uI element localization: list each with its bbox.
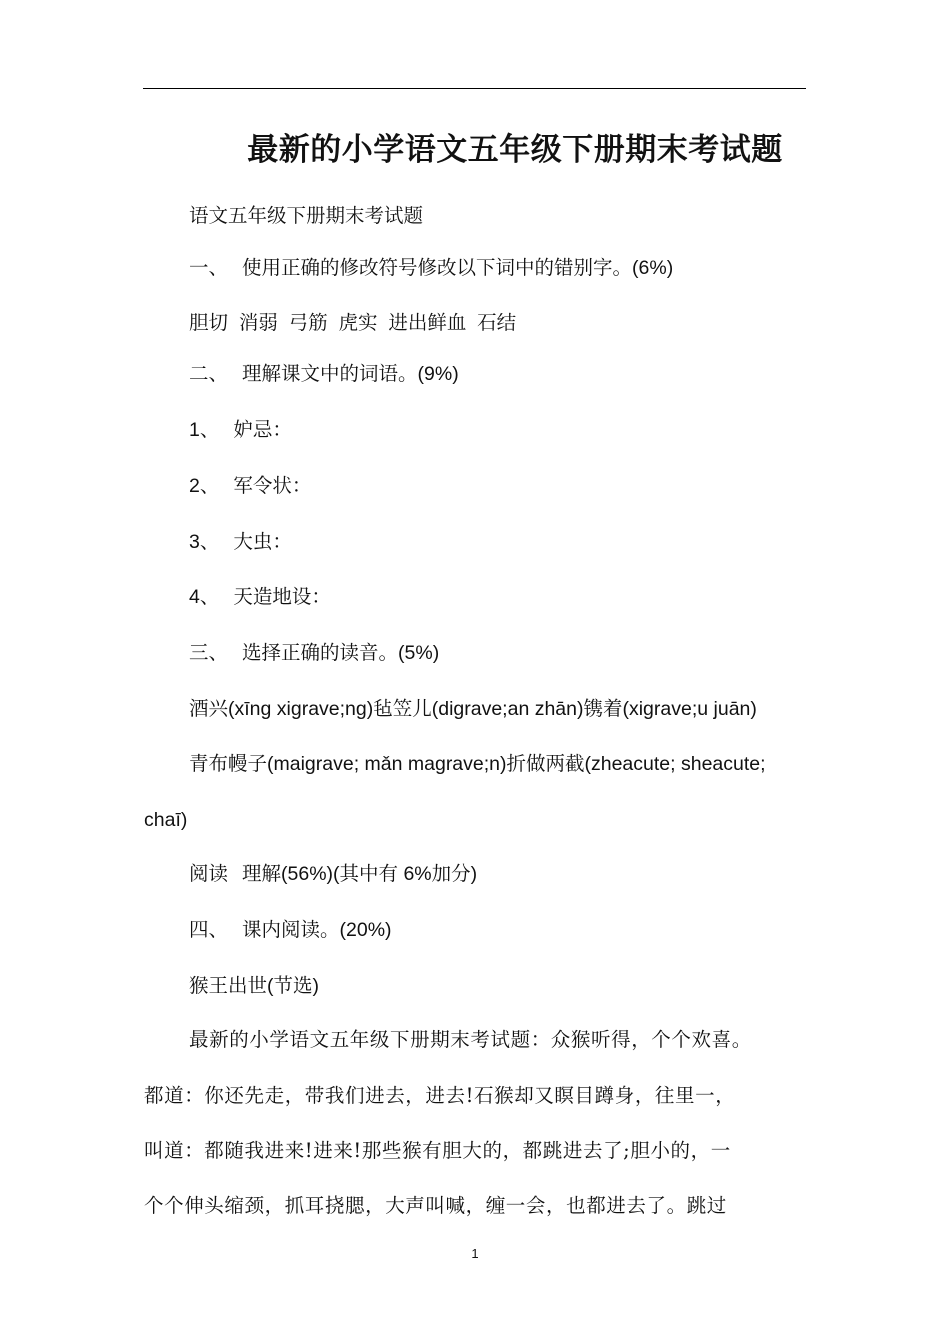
passage-line: 最新的小学语文五年级下册期末考试题：众猴听得，个个欢喜。 <box>189 1028 752 1051</box>
section-text: 选择正确的读音。(5%) <box>242 642 440 664</box>
list-item <box>189 585 331 609</box>
section-heading <box>189 862 477 886</box>
passage-line: 都道：你还先走，带我们进去，进去!石猴却又瞑目蹲身，往里一， <box>144 1084 736 1107</box>
list-item <box>189 530 292 554</box>
text-line: 青布幔子(maigrave; mǎn magrave;n)折做两截(zheacute; sheacute; <box>189 753 766 775</box>
item-number: 4、 <box>189 586 220 608</box>
text-line: chaī) <box>144 809 188 831</box>
section-number: 三、 <box>189 642 229 664</box>
page-number: 1 <box>471 1246 479 1261</box>
section-text: 课内阅读。(20%) <box>242 919 392 941</box>
passage-line: 个个伸头缩颈，抓耳挠腮，大声叫喊，缠一会，也都进去了。跳过 <box>144 1194 727 1217</box>
section-text: 理解课文中的词语。(9%) <box>242 363 459 385</box>
section-text: 使用正确的修改符号修改以下词中的错别字。(6%) <box>242 257 674 279</box>
section-number: 二、 <box>189 363 229 385</box>
document-title: 最新的小学语文五年级下册期末考试题 <box>247 132 783 168</box>
passage-line: 叫道：都随我进来!进来!那些猴有胆大的，都跳进去了;胆小的，一 <box>144 1139 731 1162</box>
item-number: 1、 <box>189 419 220 441</box>
list-item <box>189 418 292 442</box>
text-line: 胆切 消弱 弓筋 虎实 进出鲜血 石结 <box>189 312 517 334</box>
section-heading <box>189 918 392 942</box>
section-heading <box>189 256 673 280</box>
text-line: 语文五年级下册期末考试题 <box>189 205 424 227</box>
section-heading <box>189 362 459 386</box>
item-number: 2、 <box>189 475 220 497</box>
passage-title: 猴王出世(节选) <box>189 975 319 997</box>
item-number: 3、 <box>189 531 220 553</box>
section-number: 四、 <box>189 919 229 941</box>
list-item <box>189 474 311 498</box>
section-label: 阅读 <box>189 863 229 885</box>
section-number: 一、 <box>189 257 229 279</box>
item-text: 妒忌： <box>233 419 292 441</box>
header-rule <box>143 88 806 89</box>
item-text: 军令状： <box>233 475 312 497</box>
section-heading <box>189 641 439 665</box>
item-text: 大虫： <box>233 531 292 553</box>
section-text: 理解(56%)(其中有 6%加分) <box>242 863 478 885</box>
item-text: 天造地设： <box>233 586 331 608</box>
text-line: 酒兴(xīng xigrave;ng)毡笠儿(digrave;an zhān)镌着(xigrave;u juān) <box>189 698 757 720</box>
